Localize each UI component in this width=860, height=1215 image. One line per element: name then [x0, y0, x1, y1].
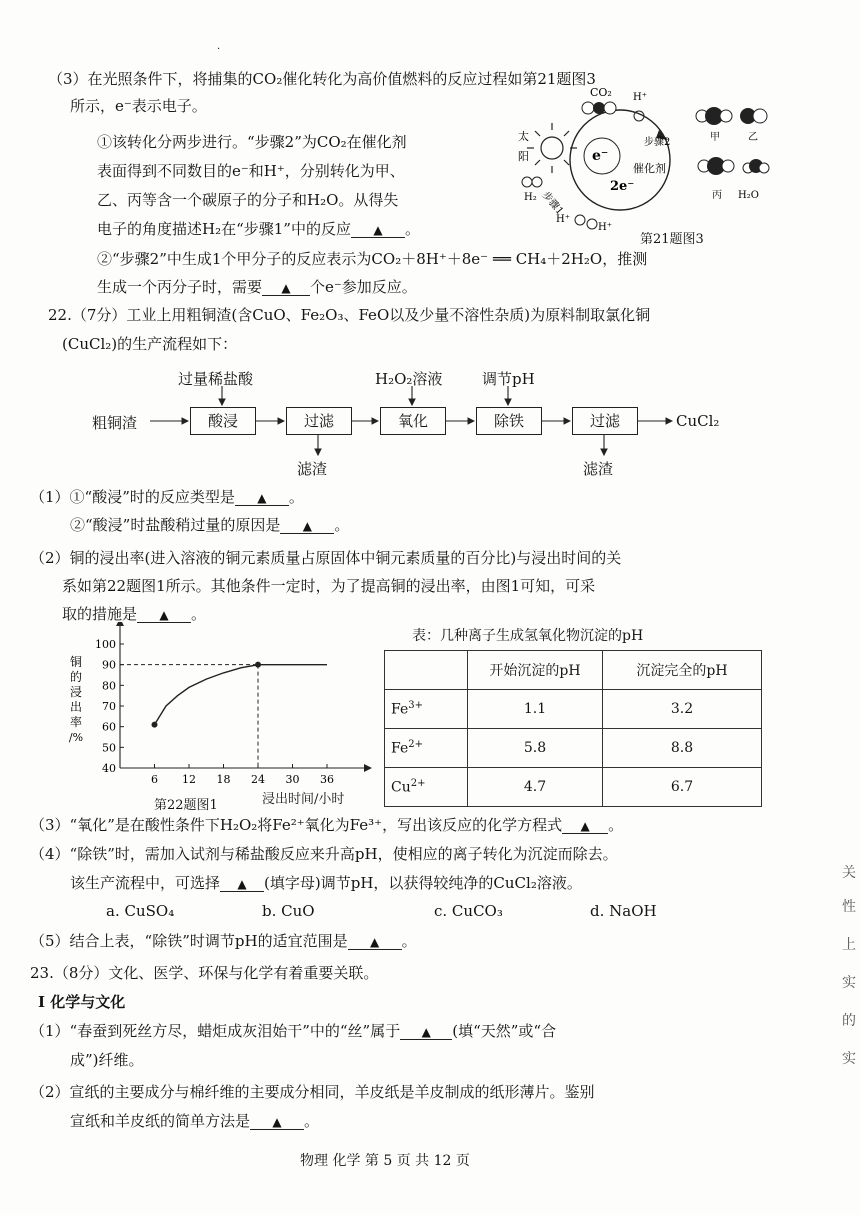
- step-filter-1: 过滤: [286, 407, 352, 435]
- yi-label: 乙: [748, 132, 758, 143]
- q21-sub2-line1: ②“步骤2”中生成1个甲分子的反应表示为CO₂＋8H⁺＋8e⁻ ══ CH₄＋2H₂O，推测: [97, 250, 648, 268]
- x-tick-label: 36: [320, 773, 334, 786]
- reagent-2: H₂O₂溶液: [375, 370, 443, 388]
- margin-char: 实: [842, 975, 856, 991]
- residue-2: 滤渣: [583, 460, 614, 478]
- y-axis-label-char: 浸: [69, 685, 83, 699]
- x-axis-arrow: [364, 764, 372, 772]
- q23-section-title: Ⅰ 化学与文化: [38, 993, 126, 1011]
- margin-char: 的: [842, 1013, 856, 1029]
- two-e-label: 2e⁻: [610, 179, 635, 194]
- q22-p4-line1: （4）“除铁”时，需加入试剂与稀盐酸反应来升高pH，使相应的离子转化为沉淀而除去。: [30, 845, 618, 863]
- answer-blank[interactable]: ▲: [562, 819, 608, 834]
- sun-label-2: 阳: [518, 150, 529, 163]
- q22-p2-line3: 取的措施是 ▲ 。: [62, 605, 207, 623]
- co2-label: CO₂: [590, 88, 612, 99]
- answer-blank[interactable]: ▲: [400, 1025, 452, 1040]
- series-line: [155, 665, 328, 725]
- answer-blank[interactable]: ▲: [137, 608, 191, 623]
- margin-char: 关: [842, 865, 856, 881]
- chart-title: 第22题图1: [154, 798, 218, 813]
- option-d: d. NaOH: [590, 902, 657, 920]
- h2o-label: H₂O: [738, 190, 759, 201]
- q21-part3-line2: 所示，e⁻表示电子。: [70, 97, 207, 115]
- answer-blank[interactable]: ▲: [351, 223, 405, 238]
- reagent-1: 过量稀盐酸: [178, 370, 254, 388]
- margin-char: 实: [842, 1051, 856, 1067]
- sun-label-1: 太: [518, 130, 529, 143]
- complete-ph-cell: 6.7: [603, 768, 762, 807]
- step1-label: 步骤1: [539, 189, 566, 218]
- q22-header-line1: 22.（7分）工业上用粗铜渣(含CuO、Fe₂O₃、FeO以及少量不溶性杂质)为原料制取氯化铜: [48, 306, 651, 324]
- header-cell: [385, 651, 468, 690]
- figure-21-3-caption: 第21题图3: [640, 232, 704, 247]
- x-tick-label: 6: [151, 773, 158, 786]
- q21-sub1-line3: 乙、丙等含一个碳原子的分子和H₂O。从得失: [97, 191, 399, 209]
- data-point: [255, 662, 261, 668]
- ph-table: [384, 650, 762, 807]
- table-row: [385, 690, 762, 729]
- answer-blank[interactable]: ▲: [220, 877, 264, 892]
- step-oxidize: 氧化: [380, 407, 446, 435]
- x-tick-label: 12: [182, 773, 196, 786]
- y-tick-label: 80: [102, 679, 116, 693]
- step2-label: 步骤2: [644, 137, 671, 148]
- y-tick-label: 90: [102, 658, 116, 672]
- table-row: [385, 768, 762, 807]
- q21-part3-line1: （3）在光照条件下，将捕集的CO₂催化转化为高价值燃料的反应过程如第21题图3: [48, 70, 596, 88]
- table-header-row: [385, 651, 762, 690]
- y-tick-label: 50: [102, 741, 116, 755]
- step-acid-leach: 酸浸: [190, 407, 256, 435]
- complete-ph-cell: 3.2: [603, 690, 762, 729]
- margin-char: 上: [842, 937, 856, 953]
- option-b: b. CuO: [262, 902, 315, 920]
- jia-label: 甲: [710, 132, 720, 143]
- q22-p5: （5）结合上表，“除铁”时调节pH的适宜范围是 ▲ 。: [30, 932, 417, 950]
- y-axis-label-char: 率: [69, 715, 83, 729]
- y-tick-label: 60: [102, 720, 116, 734]
- e-minus-label: e⁻: [592, 148, 609, 164]
- y-axis-label-char: 的: [69, 670, 83, 684]
- q23-header: 23.（8分）文化、医学、环保与化学有着重要关联。: [30, 964, 379, 982]
- catalyst-label: 催化剂: [633, 162, 666, 175]
- answer-blank[interactable]: ▲: [250, 1115, 304, 1130]
- data-point: [152, 722, 158, 728]
- x-tick-label: 18: [216, 773, 231, 786]
- residue-1: 滤渣: [297, 460, 328, 478]
- q22-p1-line2: ②“酸浸”时盐酸稍过量的原因是 ▲ 。: [70, 516, 350, 534]
- page-footer: 物理 化学 第 5 页 共 12 页: [300, 1153, 470, 1169]
- ion-cell: $Fe^{3+}$: [385, 690, 468, 729]
- answer-blank[interactable]: ▲: [348, 935, 402, 950]
- q22-header-line2: (CuCl₂)的生产流程如下：: [62, 335, 238, 353]
- q22-p4-line2: 该生产流程中，可选择 ▲ (填字母)调节pH，以获得较纯净的CuCl₂溶液。: [70, 874, 582, 892]
- table-row: [385, 729, 762, 768]
- y-axis-label-char: 铜: [69, 655, 83, 669]
- ion-cell: $Fe^{2+}$: [385, 729, 468, 768]
- header-cell: 沉淀完全的pH: [603, 651, 762, 690]
- y-axis-label-char: 出: [69, 700, 83, 714]
- q21-sub2-line2: 生成一个丙分子时，需要 ▲ 个e⁻参加反应。: [97, 278, 417, 296]
- answer-blank[interactable]: ▲: [280, 519, 334, 534]
- start-ph-cell: 1.1: [468, 690, 603, 729]
- x-tick-label: 24: [251, 773, 265, 786]
- h2-label: H₂: [524, 192, 537, 203]
- q22-p3: （3）“氧化”是在酸性条件下H₂O₂将Fe²⁺氧化为Fe³⁺，写出该反应的化学方程式 ▲ 。: [30, 816, 624, 834]
- y-axis-arrow: [116, 622, 124, 626]
- q23-p2-line2: 宣纸和羊皮纸的简单方法是 ▲ 。: [70, 1112, 320, 1130]
- option-c: c. CuCO₃: [434, 902, 503, 920]
- answer-blank[interactable]: ▲: [262, 281, 310, 296]
- q22-p2-line2: 系如第22题图1所示。其他条件一定时，为了提高铜的浸出率，由图1可知，可采: [62, 577, 596, 595]
- table-caption: 表：几种离子生成氢氧化物沉淀的pH: [412, 628, 644, 644]
- y-tick-label: 70: [102, 700, 116, 713]
- q22-p2-line1: （2）铜的浸出率(进入溶液的铜元素质量占原固体中铜元素质量的百分比)与浸出时间的关: [30, 549, 622, 567]
- q21-sub1-line4: 电子的角度描述H₂在“步骤1”中的反应 ▲ 。: [97, 220, 420, 238]
- reagent-3: 调节pH: [482, 370, 535, 388]
- answer-blank[interactable]: ▲: [235, 491, 289, 506]
- y-axis-label-unit: /%: [68, 731, 84, 744]
- h-plus-top: H⁺: [633, 92, 647, 103]
- q23-p1-line2: 成”)纤维。: [70, 1051, 144, 1069]
- option-a: a. CuSO₄: [106, 902, 175, 920]
- stray-mark: ·: [217, 44, 221, 55]
- x-tick-label: 30: [285, 773, 300, 786]
- chart-xlabel: 浸出时间/小时: [262, 792, 345, 807]
- q22-p1-line1: （1）①“酸浸”时的反应类型是 ▲ 。: [30, 488, 304, 506]
- start-ph-cell: 4.7: [468, 768, 603, 807]
- q23-p1-line1: （1）“春蚕到死丝方尽，蜡炬成灰泪始干”中的“丝”属于 ▲ (填“天然”或“合: [30, 1022, 557, 1040]
- q23-p2-line1: （2）宣纸的主要成分与棉纤维的主要成分相同，羊皮纸是羊皮制成的纸形薄片。鉴别: [30, 1083, 595, 1101]
- q21-sub1-line1: ①该转化分两步进行。“步骤2”为CO₂在催化剂: [97, 133, 407, 151]
- q21-sub1-line2: 表面得到不同数目的e⁻和H⁺，分别转化为甲、: [97, 162, 405, 180]
- start-ph-cell: 5.8: [468, 729, 603, 768]
- header-cell: 开始沉淀的pH: [468, 651, 603, 690]
- complete-ph-cell: 8.8: [603, 729, 762, 768]
- input-material: 粗铜渣: [92, 414, 138, 432]
- product: CuCl₂: [676, 412, 720, 430]
- ion-cell: $Cu^{2+}$: [385, 768, 468, 807]
- h-plus-bottom: H⁺: [556, 214, 570, 225]
- step-filter-2: 过滤: [572, 407, 638, 435]
- margin-char: 性: [842, 899, 856, 915]
- y-tick-label: 100: [95, 638, 116, 651]
- step-remove-iron: 除铁: [476, 407, 542, 435]
- bing-label: 丙: [712, 190, 722, 201]
- figure-22-1-chart: [60, 622, 380, 800]
- h-plus-bottom2: H⁺: [598, 222, 612, 233]
- flow-arrows: [0, 0, 860, 480]
- y-tick-label: 40: [102, 762, 116, 775]
